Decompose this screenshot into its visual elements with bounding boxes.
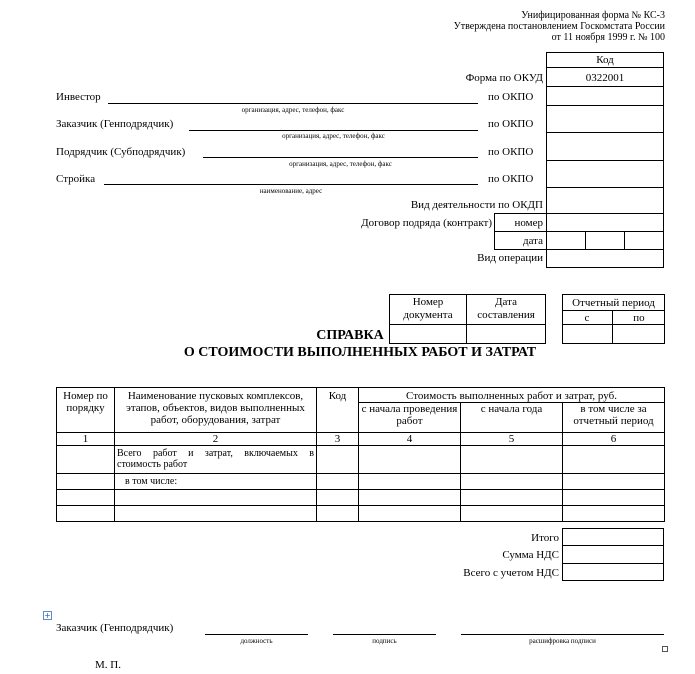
table-cell[interactable] xyxy=(317,506,359,522)
table-cell[interactable] xyxy=(57,446,115,474)
table-cell[interactable] xyxy=(57,490,115,506)
contract-number-label: номер xyxy=(514,217,543,229)
site-field[interactable] xyxy=(104,184,478,185)
signature-label: Заказчик (Генподрядчик) xyxy=(56,622,174,634)
end-of-cell-marker-icon xyxy=(662,646,668,652)
contract-label: Договор подряда (контракт) xyxy=(361,217,492,229)
period-to-field[interactable] xyxy=(614,326,663,342)
sign-field[interactable] xyxy=(333,634,436,635)
customer-field[interactable] xyxy=(189,130,478,131)
table-cell[interactable] xyxy=(563,474,665,490)
row-total-all: Всего работ и затрат, включаемых в стоимость работ xyxy=(115,446,317,474)
table-cell[interactable] xyxy=(57,506,115,522)
form-header-line3: от 11 ноября 1999 г. № 100 xyxy=(551,32,665,43)
table-cell[interactable] xyxy=(115,490,317,506)
table-cell[interactable] xyxy=(359,490,461,506)
col-header-cost-group: Стоимость выполненных работ и затрат, руб. xyxy=(359,388,665,403)
col-number-6: 6 xyxy=(563,433,665,446)
table-cell[interactable] xyxy=(461,506,563,522)
total-label: Итого xyxy=(531,532,559,544)
doc-date-field[interactable] xyxy=(468,326,544,342)
vat-label: Сумма НДС xyxy=(502,549,559,561)
table-cell[interactable] xyxy=(359,474,461,490)
row-including: в том числе: xyxy=(115,474,317,490)
contractor-caption: организация, адрес, телефон, факс xyxy=(289,160,392,168)
investor-okpo-label: по ОКПО xyxy=(488,91,534,103)
table-cell[interactable] xyxy=(359,446,461,474)
table-row xyxy=(57,474,665,490)
table-cell[interactable] xyxy=(359,506,461,522)
site-label: Стройка xyxy=(56,173,96,185)
operation-label: Вид операции xyxy=(477,252,543,264)
okud-label: Форма по ОКУД xyxy=(465,72,543,84)
code-header: Код xyxy=(596,54,614,66)
col-header-number: Номер по порядку xyxy=(57,388,115,433)
table-cell[interactable] xyxy=(317,446,359,474)
table-cell[interactable] xyxy=(461,474,563,490)
total-vat-label: Всего с учетом НДС xyxy=(463,567,559,579)
contractor-label: Подрядчик (Субподрядчик) xyxy=(56,146,186,158)
customer-okpo-label: по ОКПО xyxy=(488,118,534,130)
table-cell[interactable] xyxy=(317,490,359,506)
col-number-4: 4 xyxy=(359,433,461,446)
site-caption: наименование, адрес xyxy=(259,187,323,195)
table-cell[interactable] xyxy=(115,506,317,522)
col-header-period: в том числе за отчетный период xyxy=(563,403,665,433)
col-number-3: 3 xyxy=(317,433,359,446)
investor-caption: организация, адрес, телефон, факс xyxy=(241,106,345,114)
form-header xyxy=(454,10,665,43)
position-caption: должность xyxy=(240,637,273,645)
form-header-line1: Унифицированная форма № КС-3 xyxy=(521,10,665,21)
table-row xyxy=(57,446,665,474)
customer-label: Заказчик (Генподрядчик) xyxy=(56,118,174,130)
investor-label: Инвестор xyxy=(56,91,101,103)
sign-caption: подпись xyxy=(372,637,397,645)
stamp-label: М. П. xyxy=(95,659,121,671)
table-move-handle-icon[interactable]: + xyxy=(44,611,51,620)
doc-number-header: Номер документа xyxy=(403,296,453,321)
col-number-5: 5 xyxy=(461,433,563,446)
col-number-1: 1 xyxy=(57,433,115,446)
okud-value: 0322001 xyxy=(585,72,625,84)
contractor-okpo-label: по ОКПО xyxy=(488,146,534,158)
table-cell[interactable] xyxy=(461,446,563,474)
decode-caption: расшифровка подписи xyxy=(529,637,596,645)
col-header-name: Наименование пусковых комплексов, этапов, объектов, видов выполненных работ, оборудования, затрат xyxy=(115,388,317,433)
position-field[interactable] xyxy=(205,634,308,635)
table-cell[interactable] xyxy=(461,490,563,506)
col-header-from-start: с начала проведения работ xyxy=(359,403,461,433)
activity-label: Вид деятельности по ОКДП xyxy=(410,199,543,211)
investor-field[interactable] xyxy=(108,103,478,104)
table-cell[interactable] xyxy=(317,474,359,490)
col-header-code: Код xyxy=(317,388,359,433)
doc-date-header: Дата составления xyxy=(477,296,535,321)
period-header: Отчетный период xyxy=(572,297,655,309)
col-number-2: 2 xyxy=(115,433,317,446)
cost-table xyxy=(56,387,665,522)
table-row xyxy=(57,506,665,522)
table-cell[interactable] xyxy=(57,474,115,490)
period-from-label: с xyxy=(584,312,590,324)
table-cell[interactable] xyxy=(563,446,665,474)
document-title: СПРАВКА xyxy=(316,328,384,343)
customer-caption: организация, адрес, телефон, факс xyxy=(282,132,385,140)
totals-box xyxy=(562,528,664,581)
form-header-line2: Утверждена постановлением Госкомстата России xyxy=(453,21,665,32)
table-cell[interactable] xyxy=(563,506,665,522)
table-cell[interactable] xyxy=(563,490,665,506)
document-subtitle: О СТОИМОСТИ ВЫПОЛНЕННЫХ РАБОТ И ЗАТРАТ xyxy=(183,345,537,360)
decode-field[interactable] xyxy=(461,634,664,635)
col-header-from-year: с начала года xyxy=(461,403,563,433)
period-to-label: по xyxy=(633,312,645,324)
site-okpo-label: по ОКПО xyxy=(488,173,534,185)
contract-date-label: дата xyxy=(522,235,543,247)
period-from-field[interactable] xyxy=(564,326,610,342)
table-row xyxy=(57,490,665,506)
contractor-field[interactable] xyxy=(203,157,478,158)
